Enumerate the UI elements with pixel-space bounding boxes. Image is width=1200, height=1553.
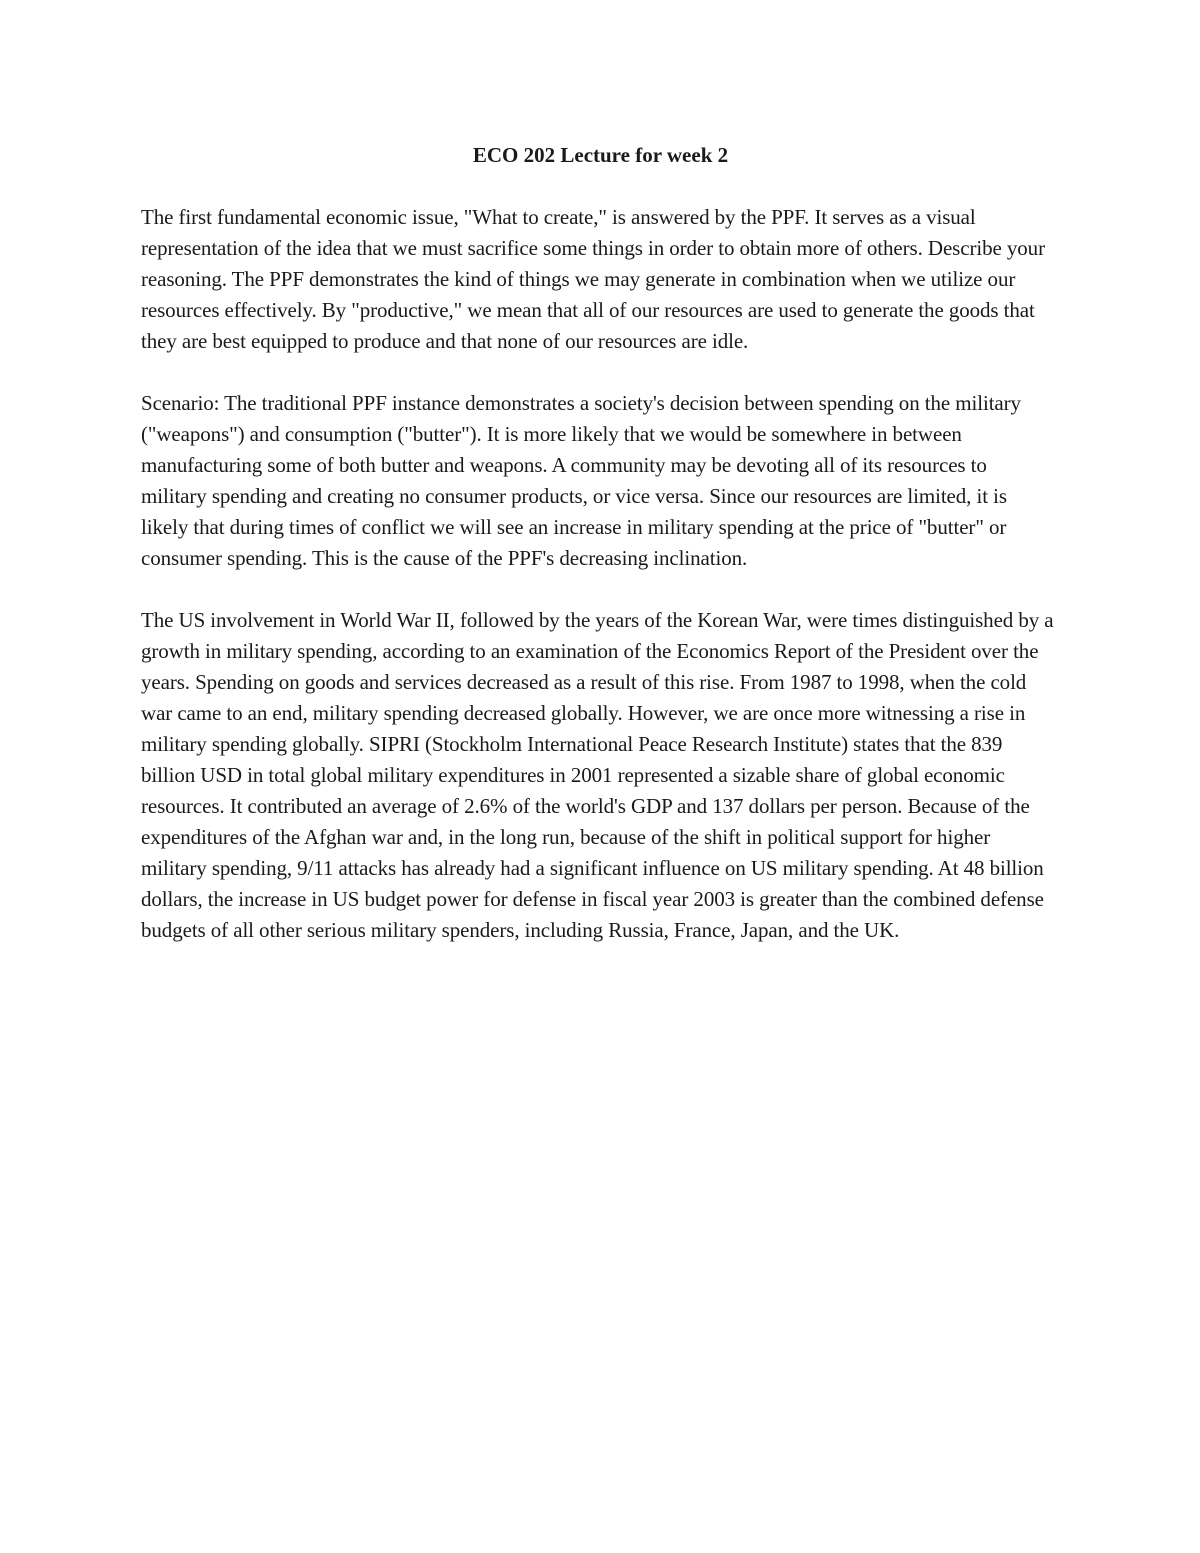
paragraph-scenario: Scenario: The traditional PPF instance demonstrates a society's decision between spending on the military ("weapons") and consumption ("butter"). It is more likely that we would be somewhere in between manufacturing some of both butter and weapons. A community may be devoting all of its resources to military spending and creating no consumer products, or vice versa. Since our resources are limited, it is likely that during times of conflict we will see an increase in military spending at the price of "butter" or consumer spending. This is the cause of the PPF's decreasing inclination.	[141, 391, 1021, 570]
document-body	[141, 140, 1056, 977]
document-title: ECO 202 Lecture for week 2	[472, 143, 729, 167]
paragraph-ppf-intro: The first fundamental economic issue, "What to create," is answered by the PPF. It serves as a visual representation of the idea that we must sacrifice some things in order to obtain more of others. Describe your reasoning. The PPF demonstrates the kind of things we may generate in combination when we utilize our resources effectively. By "productive," we mean that all of our resources are used to generate the goods that they are best equipped to produce and that none of our resources are idle.	[141, 205, 1045, 353]
paragraph-military-spending: The US involvement in World War II, followed by the years of the Korean War, were times distinguished by a growth in military spending, according to an examination of the Economics Report of the President over the years. Spending on goods and services decreased as a result of this rise. From 1987 to 1998, when the cold war came to an end, military spending decreased globally. However, we are once more witnessing a rise in military spending globally. SIPRI (Stockholm International Peace Research Institute) states that the 839 billion USD in total global military expenditures in 2001 represented a sizable share of global economic resources. It contributed an average of 2.6% of the world's GDP and 137 dollars per person. Because of the expenditures of the Afghan war and, in the long run, because of the shift in political support for higher military spending, 9/11 attacks has already had a significant influence on US military spending. At 48 billion dollars, the increase in US budget power for defense in fiscal year 2003 is greater than the combined defense budgets of all other serious military spenders, including Russia, France, Japan, and the UK.	[141, 608, 1054, 942]
